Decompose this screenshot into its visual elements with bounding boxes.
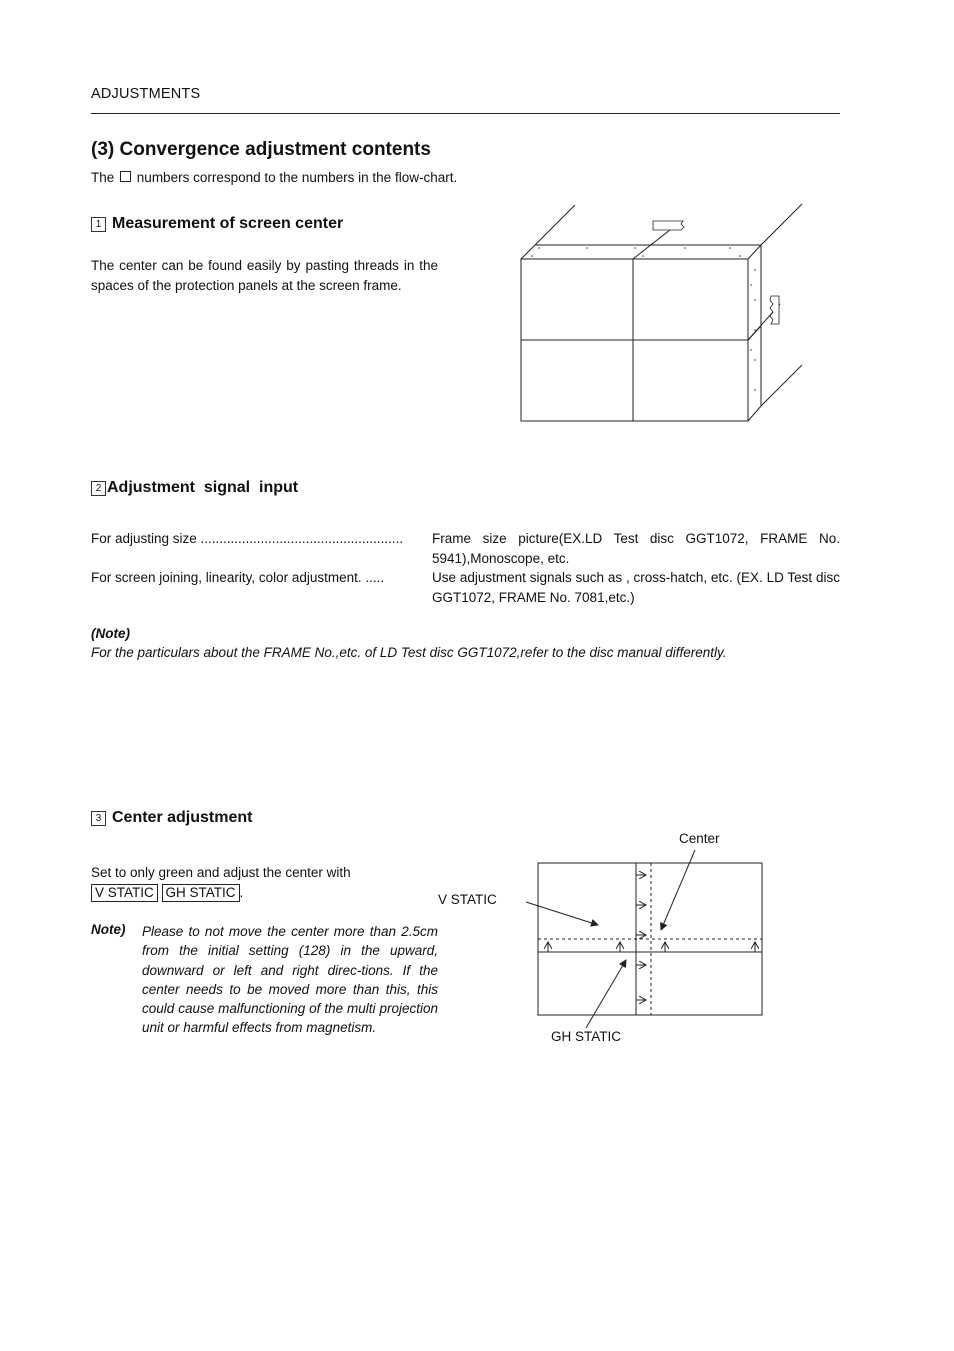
thread-line-top-right xyxy=(761,204,802,245)
screen-wall-diagram xyxy=(515,200,815,430)
signal-row-label: For adjusting size ...................................................... xyxy=(91,531,404,546)
v-static-pointer xyxy=(526,902,598,925)
section3-body-suffix: . xyxy=(239,884,244,900)
section2-note-text: For the particulars about the FRAME No.,etc. of LD Test disc GGT1072,refer to the disc manual differently. xyxy=(91,645,727,660)
tape-right xyxy=(770,296,779,324)
section3-keys xyxy=(91,883,441,903)
signal-row-value: Use adjustment signals such as , cross-hatch, etc. (EX. LD Test disc GGT1072, FRAME No. 7081,etc.) xyxy=(432,570,840,605)
intro-prefix: The xyxy=(91,170,115,185)
signal-row-value: Frame size picture(EX.LD Test disc GGT1072, FRAME No. 5941),Monoscope, etc. xyxy=(432,531,840,566)
center-adjustment-diagram xyxy=(520,850,780,1030)
signal-row-label: For screen joining, linearity, color adjustment. ..... xyxy=(91,570,385,585)
gh-static-label: GH STATIC xyxy=(551,1029,621,1044)
page-title: (3) Convergence adjustment contents xyxy=(91,139,431,160)
intro-text xyxy=(91,170,457,185)
box-glyph-icon xyxy=(120,171,131,182)
screen-frame xyxy=(538,863,762,1015)
thread-line-top-left xyxy=(535,205,575,245)
v-static-key: V STATIC xyxy=(91,884,158,902)
section2-number: 2 xyxy=(91,481,106,496)
section3-note-text: Please to not move the center more than 2.5cm from the initial setting (128) in the upward, downward or left and right direc-tions. If the center needs to be moved more than this, this could cause malfunctioning of the multi projection unit or harmful effects from magnetism. xyxy=(142,924,438,1036)
section1-heading xyxy=(91,215,343,233)
section3-number: 3 xyxy=(91,811,106,826)
section3-note-label: Note) xyxy=(91,922,126,937)
section3-body xyxy=(91,863,441,902)
section1-body: The center can be found easily by pasting threads in the spaces of the protection panels at the screen frame. xyxy=(91,258,438,293)
center-pointer xyxy=(661,850,695,930)
section3-body-text: Set to only green and adjust the center with xyxy=(91,865,351,880)
section2-note-label: (Note) xyxy=(91,626,130,641)
section1-title: Measurement of screen center xyxy=(112,215,344,232)
center-label: Center xyxy=(679,831,720,846)
thread-line-bottom-right xyxy=(761,365,802,406)
v-static-label: V STATIC xyxy=(438,892,497,907)
tape-top xyxy=(653,221,684,230)
section2-heading xyxy=(91,479,298,497)
gh-static-pointer xyxy=(586,960,626,1028)
section2-title: Adjustment signal input xyxy=(107,479,299,496)
intro-body: numbers correspond to the numbers in the flow-chart. xyxy=(136,170,458,185)
header-rule xyxy=(91,113,840,114)
section3-heading xyxy=(91,809,252,827)
header-section-label: ADJUSTMENTS xyxy=(91,86,201,102)
gh-static-key: GH STATIC xyxy=(162,884,240,902)
section3-title: Center adjustment xyxy=(112,809,253,826)
section1-number: 1 xyxy=(91,217,106,232)
